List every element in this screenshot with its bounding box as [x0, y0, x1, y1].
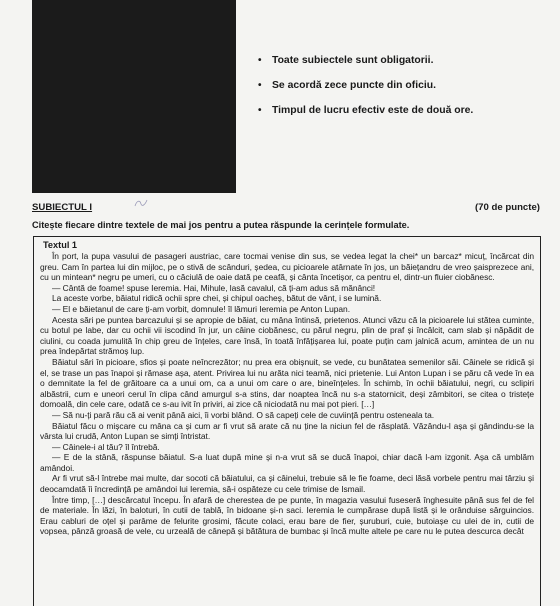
instruction-text: Toate subiectele sunt obligatorii. [272, 55, 434, 66]
bullet-icon: • [258, 55, 262, 66]
text-paragraph: În port, la pupa vasului de pasageri austriac, care tocmai venise din sus, se vedea legat la chei* un barcaz* micuț, încărcat din greu. Cam în partea lui din mijloc, pe o stivă de scânduri, ședea, cu picioarele atârnate în jos, un băiețandru de vreo șaisprezece ani, cu un mintean* negru pe umeri, cu o căciulă de oaie dată pe ceafă, și cânta încetișor, ca pentru el, dintr-un fluier ciobănesc. [40, 251, 534, 283]
instruction-text: Se acordă zece puncte din oficiu. [272, 80, 436, 91]
text-1-title: Textul 1 [43, 240, 78, 250]
bullet-icon: • [258, 80, 262, 91]
text-paragraph: Băiatul sări în picioare, sfios și poate neîncrezător; nu prea era obișnuit, se vede, cu bunătatea semenilor săi. Câinele se ridică și el, se trase un pas înapoi și rămase așa, atent. Privirea lui nu arăta nici teamă, nici prietenie. Lui Anton Lupan i se păru că vede în ea o demnitate la fel de grăitoare ca a unui om, ca a unui om care o are, bineînțeles. În schimb, în ochii băiatului, negri, cu sclipiri albăstrii, cum e uneori cerul în clipa când amurgul s-a stins, dar noaptea încă nu s-a statornicit, deși zâmbitori, se citea o tristețe domoală, din cele care, odată ce s-au ivit în priviri, ai zice că niciodată nu mai pot pieri. […] [40, 356, 534, 410]
instruction-item [258, 104, 548, 117]
text-paragraph: Acesta sări pe puntea barcazului și se apropie de băiat, cu mâna întinsă, prietenos. Atunci văzu că la picioarele lui stătea cuminte, cu botul pe labe, dar cu ochii vii iscodind în jur, un câine ciobănesc, cu părul negru, plin de praf și încâlcit, cam slab și năpădit de ciulini, cu coada jumulită în chip greu de înțeles, care însă, în toată înfățișarea lui, poate puțin cam jalnică acum, amintea de un nu prea îndepărtat strămoș lup. [40, 314, 534, 357]
text-paragraph: Băiatul făcu o mișcare cu mâna ca și cum ar fi vrut să arate că nu ține la niciun fel de răsplată. Văzându-l așa și gândindu-se la vârsta lui crudă, Anton Lupan se simți întristat. [40, 420, 534, 442]
exam-instructions-list [258, 54, 548, 129]
bullet-icon: • [258, 105, 262, 116]
section-title: SUBIECTUL I [32, 202, 93, 213]
text-paragraph: — E de la stână, răspunse băiatul. S-a luat după mine și n-a vrut să se ducă înapoi, chiar dacă l-am izgonit. Așa că umblăm amândoi. [40, 452, 534, 473]
text-paragraph: — Cântă de foame! spuse Ieremia. Hai, Mihule, lasă cavalul, că ți-am adus să mănânci! [52, 282, 376, 293]
text-paragraph: — El e băietanul de care ți-am vorbit, domnule! îl lămuri Ieremia pe Anton Lupan. [52, 303, 350, 314]
text-paragraph: — Să nu-ți pară rău că ai venit până aici, îi vorbi blând. O să capeți cele de cuviință pentru osteneala ta. [52, 409, 435, 420]
text-paragraph: Între timp, […] descărcatul începu. În afară de cherestea de pe punte, în magazia vasului fuseseră înghesuite până sus fel de fel de materiale. În lăzi, în baloturi, în cutii de tablă, în bidoane și-n saci. Ieremia le cumpărase după listă și le orânduise sârguincios. Erau cabluri de oțel și parâme de felurite grosimi, făcute colaci, erau bare de fier, șuruburi, cuie, butoiașe cu ulei de in, cutii de vopsea, pânză groasă de vele, cu urzeală de cânepă și bătătura de bumbac și încă multe altele pe care nu le putea descurca decât [40, 494, 534, 537]
instruction-text: Timpul de lucru efectiv este de două ore. [272, 105, 474, 116]
text-paragraph: — Câinele-i al tău? îl întrebă. [52, 441, 160, 452]
redacted-header-block [32, 0, 236, 193]
instruction-item [258, 79, 548, 92]
text-paragraph: La aceste vorbe, băiatul ridică ochii spre chei, și chipul oacheș, bătut de vânt, i se lumină. [52, 293, 382, 304]
text-1-box [33, 236, 541, 606]
section-points: (70 de puncte) [474, 202, 540, 213]
section-header [32, 202, 540, 213]
text-paragraph: Ar fi vrut să-l întrebe mai multe, dar socoti că băiatului, ca și câinelui, trebuie să le fie foame, deci lăsă vorbele pentru mai târziu și deocamdată îi încredință pe amândoi lui Ieremia, să-i ospăteze cu cele trimise de Ismail. [40, 473, 534, 495]
reading-directive: Citește fiecare dintre textele de mai jos pentru a putea răspunde la cerințele formulate. [32, 220, 410, 230]
instruction-item [258, 54, 548, 67]
